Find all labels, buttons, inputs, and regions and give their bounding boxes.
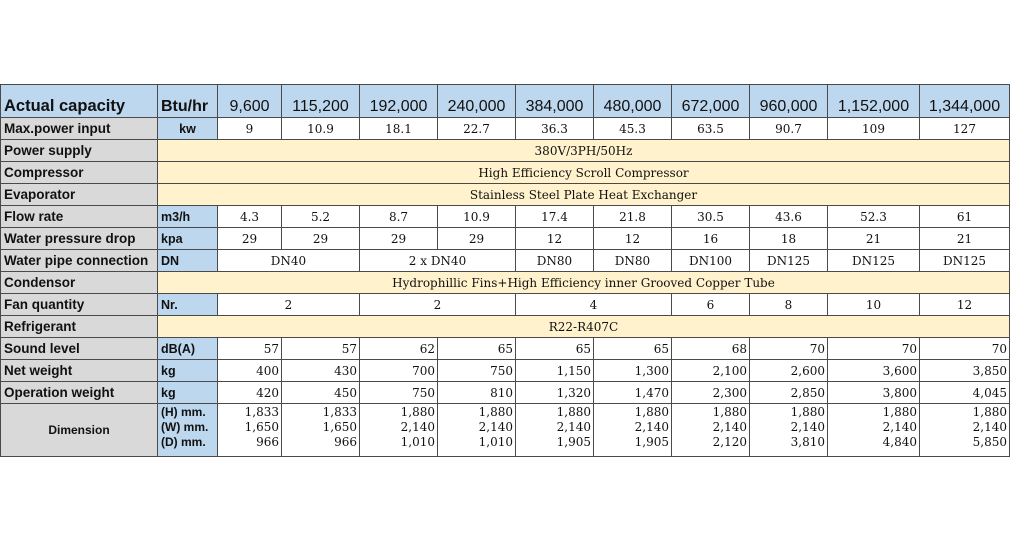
table-cell: 1,010 (438, 434, 516, 449)
table-cell: 4 (516, 294, 672, 316)
capacity-cell: 9,600 (218, 85, 282, 118)
table-cell: 966 (282, 434, 360, 449)
table-cell: 10.9 (282, 118, 360, 140)
table-cell: 70 (920, 338, 1010, 360)
table-cell: 1,880 (920, 404, 1010, 420)
row-label: Water pipe connection (1, 250, 158, 272)
capacity-cell: 384,000 (516, 85, 594, 118)
table-cell-blank (516, 449, 594, 457)
row-unit: dB(A) (158, 338, 218, 360)
table-cell: 30.5 (672, 206, 750, 228)
table-cell: 52.3 (828, 206, 920, 228)
table-cell: 12 (516, 228, 594, 250)
row-label: Flow rate (1, 206, 158, 228)
row-unit: (W) mm. (158, 419, 218, 434)
row-unit: Nr. (158, 294, 218, 316)
table-cell: 90.7 (750, 118, 828, 140)
table-cell: 1,880 (750, 404, 828, 420)
row-unit: kpa (158, 228, 218, 250)
table-cell: 1,300 (594, 360, 672, 382)
table-cell-blank (750, 449, 828, 457)
table-cell: 4,045 (920, 382, 1010, 404)
row-label: Sound level (1, 338, 158, 360)
table-cell: 6 (672, 294, 750, 316)
table-cell: 2 (218, 294, 360, 316)
row-unit: (H) mm. (158, 404, 218, 420)
table-cell: 3,850 (920, 360, 1010, 382)
spanned-value: High Efficiency Scroll Compressor (158, 162, 1010, 184)
table-cell: DN125 (920, 250, 1010, 272)
table-cell: 1,010 (360, 434, 438, 449)
table-cell: 750 (360, 382, 438, 404)
condensor-row (1, 272, 1010, 294)
table-cell: 21 (828, 228, 920, 250)
row-label: Fan quantity (1, 294, 158, 316)
capacity-cell: 480,000 (594, 85, 672, 118)
table-cell: 45.3 (594, 118, 672, 140)
max-power-row (1, 118, 1010, 140)
capacity-cell: 115,200 (282, 85, 360, 118)
table-cell: 1,880 (828, 404, 920, 420)
table-cell-blank (360, 449, 438, 457)
table-cell: 65 (594, 338, 672, 360)
table-cell: 43.6 (750, 206, 828, 228)
spanned-value: Hydrophillic Fins+High Efficiency inner Grooved Copper Tube (158, 272, 1010, 294)
capacity-cell: 1,152,000 (828, 85, 920, 118)
row-unit: m3/h (158, 206, 218, 228)
table-cell: 3,810 (750, 434, 828, 449)
row-label: Max.power input (1, 118, 158, 140)
table-cell: 966 (218, 434, 282, 449)
dimension-h-row (1, 404, 1010, 420)
row-label: Evaporator (1, 184, 158, 206)
spanned-value: 380V/3PH/50Hz (158, 140, 1010, 162)
table-cell: 1,470 (594, 382, 672, 404)
table-cell-blank (218, 449, 282, 457)
table-cell: 8.7 (360, 206, 438, 228)
table-cell: 57 (218, 338, 282, 360)
table-cell: 65 (516, 338, 594, 360)
table-cell: 16 (672, 228, 750, 250)
table-cell: 1,880 (438, 404, 516, 420)
table-cell: 1,150 (516, 360, 594, 382)
table-cell-blank (920, 449, 1010, 457)
table-cell: 1,905 (516, 434, 594, 449)
table-cell: 5.2 (282, 206, 360, 228)
table-cell: DN125 (828, 250, 920, 272)
table-cell: 2,140 (360, 419, 438, 434)
spanned-value: R22-R407C (158, 316, 1010, 338)
table-cell: 36.3 (516, 118, 594, 140)
row-unit: (D) mm. (158, 434, 218, 449)
power-supply-row (1, 140, 1010, 162)
table-cell: 3,800 (828, 382, 920, 404)
table-cell: 2,120 (672, 434, 750, 449)
table-cell: 61 (920, 206, 1010, 228)
table-cell-blank (594, 449, 672, 457)
table-cell: 57 (282, 338, 360, 360)
table-cell: 2,100 (672, 360, 750, 382)
table-cell: DN40 (218, 250, 360, 272)
sound-level-row (1, 338, 1010, 360)
table-cell: 10.9 (438, 206, 516, 228)
evaporator-row (1, 184, 1010, 206)
table-cell: 63.5 (672, 118, 750, 140)
table-cell-blank (282, 449, 360, 457)
table-cell: 2,140 (594, 419, 672, 434)
table-cell: 8 (750, 294, 828, 316)
table-cell: 70 (750, 338, 828, 360)
table-cell: 21.8 (594, 206, 672, 228)
table-cell: 1,320 (516, 382, 594, 404)
table-cell: 9 (218, 118, 282, 140)
table-cell: 29 (438, 228, 516, 250)
table-cell: 1,833 (218, 404, 282, 420)
table-cell: 2,850 (750, 382, 828, 404)
row-label: Operation weight (1, 382, 158, 404)
net-weight-row (1, 360, 1010, 382)
spanned-value: Stainless Steel Plate Heat Exchanger (158, 184, 1010, 206)
table-cell: DN80 (516, 250, 594, 272)
table-cell: 17.4 (516, 206, 594, 228)
row-unit-blank (158, 449, 218, 457)
refrigerant-row (1, 316, 1010, 338)
table-cell: 1,880 (360, 404, 438, 420)
table-cell: 127 (920, 118, 1010, 140)
table-cell: 750 (438, 360, 516, 382)
header-unit: Btu/hr (158, 85, 218, 118)
table-cell: 1,880 (516, 404, 594, 420)
table-cell: 2,140 (516, 419, 594, 434)
capacity-cell: 960,000 (750, 85, 828, 118)
flow-rate-row (1, 206, 1010, 228)
table-cell-blank (438, 449, 516, 457)
capacity-cell: 240,000 (438, 85, 516, 118)
compressor-row (1, 162, 1010, 184)
table-cell: 2 (360, 294, 516, 316)
header-row (1, 85, 1010, 118)
table-cell: 5,850 (920, 434, 1010, 449)
table-cell: 2 x DN40 (360, 250, 516, 272)
capacity-cell: 1,344,000 (920, 85, 1010, 118)
table-cell: 2,140 (920, 419, 1010, 434)
water-pipe-row (1, 250, 1010, 272)
table-cell: 65 (438, 338, 516, 360)
table-cell: 1,650 (218, 419, 282, 434)
table-cell: 2,300 (672, 382, 750, 404)
row-unit: kg (158, 382, 218, 404)
table-cell: 21 (920, 228, 1010, 250)
table-cell: 1,905 (594, 434, 672, 449)
row-label: Water pressure drop (1, 228, 158, 250)
table-cell: 29 (218, 228, 282, 250)
table-cell: 29 (360, 228, 438, 250)
table-cell: 810 (438, 382, 516, 404)
dimension-label: Dimension (1, 404, 158, 457)
spec-table (0, 84, 1010, 457)
table-cell: 2,140 (438, 419, 516, 434)
row-label: Compressor (1, 162, 158, 184)
table-cell-blank (672, 449, 750, 457)
table-cell: 62 (360, 338, 438, 360)
table-cell: 2,140 (828, 419, 920, 434)
water-pressure-row (1, 228, 1010, 250)
table-cell: 420 (218, 382, 282, 404)
table-cell: 430 (282, 360, 360, 382)
table-cell: 22.7 (438, 118, 516, 140)
fan-quantity-row (1, 294, 1010, 316)
table-cell: DN125 (750, 250, 828, 272)
table-cell: DN100 (672, 250, 750, 272)
table-cell: 1,880 (594, 404, 672, 420)
table-cell: 700 (360, 360, 438, 382)
table-cell: 450 (282, 382, 360, 404)
table-cell: 68 (672, 338, 750, 360)
table-cell: 109 (828, 118, 920, 140)
table-cell: 70 (828, 338, 920, 360)
row-label: Condensor (1, 272, 158, 294)
table-cell: 1,650 (282, 419, 360, 434)
capacity-cell: 192,000 (360, 85, 438, 118)
table-cell: 2,600 (750, 360, 828, 382)
header-label: Actual capacity (1, 85, 158, 118)
table-cell: 18 (750, 228, 828, 250)
capacity-cell: 672,000 (672, 85, 750, 118)
table-cell: 4,840 (828, 434, 920, 449)
table-cell: 1,880 (672, 404, 750, 420)
table-cell: 12 (920, 294, 1010, 316)
table-cell: 12 (594, 228, 672, 250)
table-cell: 1,833 (282, 404, 360, 420)
table-cell: 29 (282, 228, 360, 250)
table-cell: 18.1 (360, 118, 438, 140)
row-unit: DN (158, 250, 218, 272)
table-cell: 2,140 (672, 419, 750, 434)
table-cell: 400 (218, 360, 282, 382)
table-cell: 10 (828, 294, 920, 316)
spec-table-container (0, 84, 1009, 466)
row-unit: kg (158, 360, 218, 382)
row-unit: kw (158, 118, 218, 140)
row-label: Net weight (1, 360, 158, 382)
row-label: Power supply (1, 140, 158, 162)
table-cell: 2,140 (750, 419, 828, 434)
table-cell: 3,600 (828, 360, 920, 382)
table-cell: 4.3 (218, 206, 282, 228)
row-label: Refrigerant (1, 316, 158, 338)
table-cell-blank (828, 449, 920, 457)
table-cell: DN80 (594, 250, 672, 272)
operation-weight-row (1, 382, 1010, 404)
